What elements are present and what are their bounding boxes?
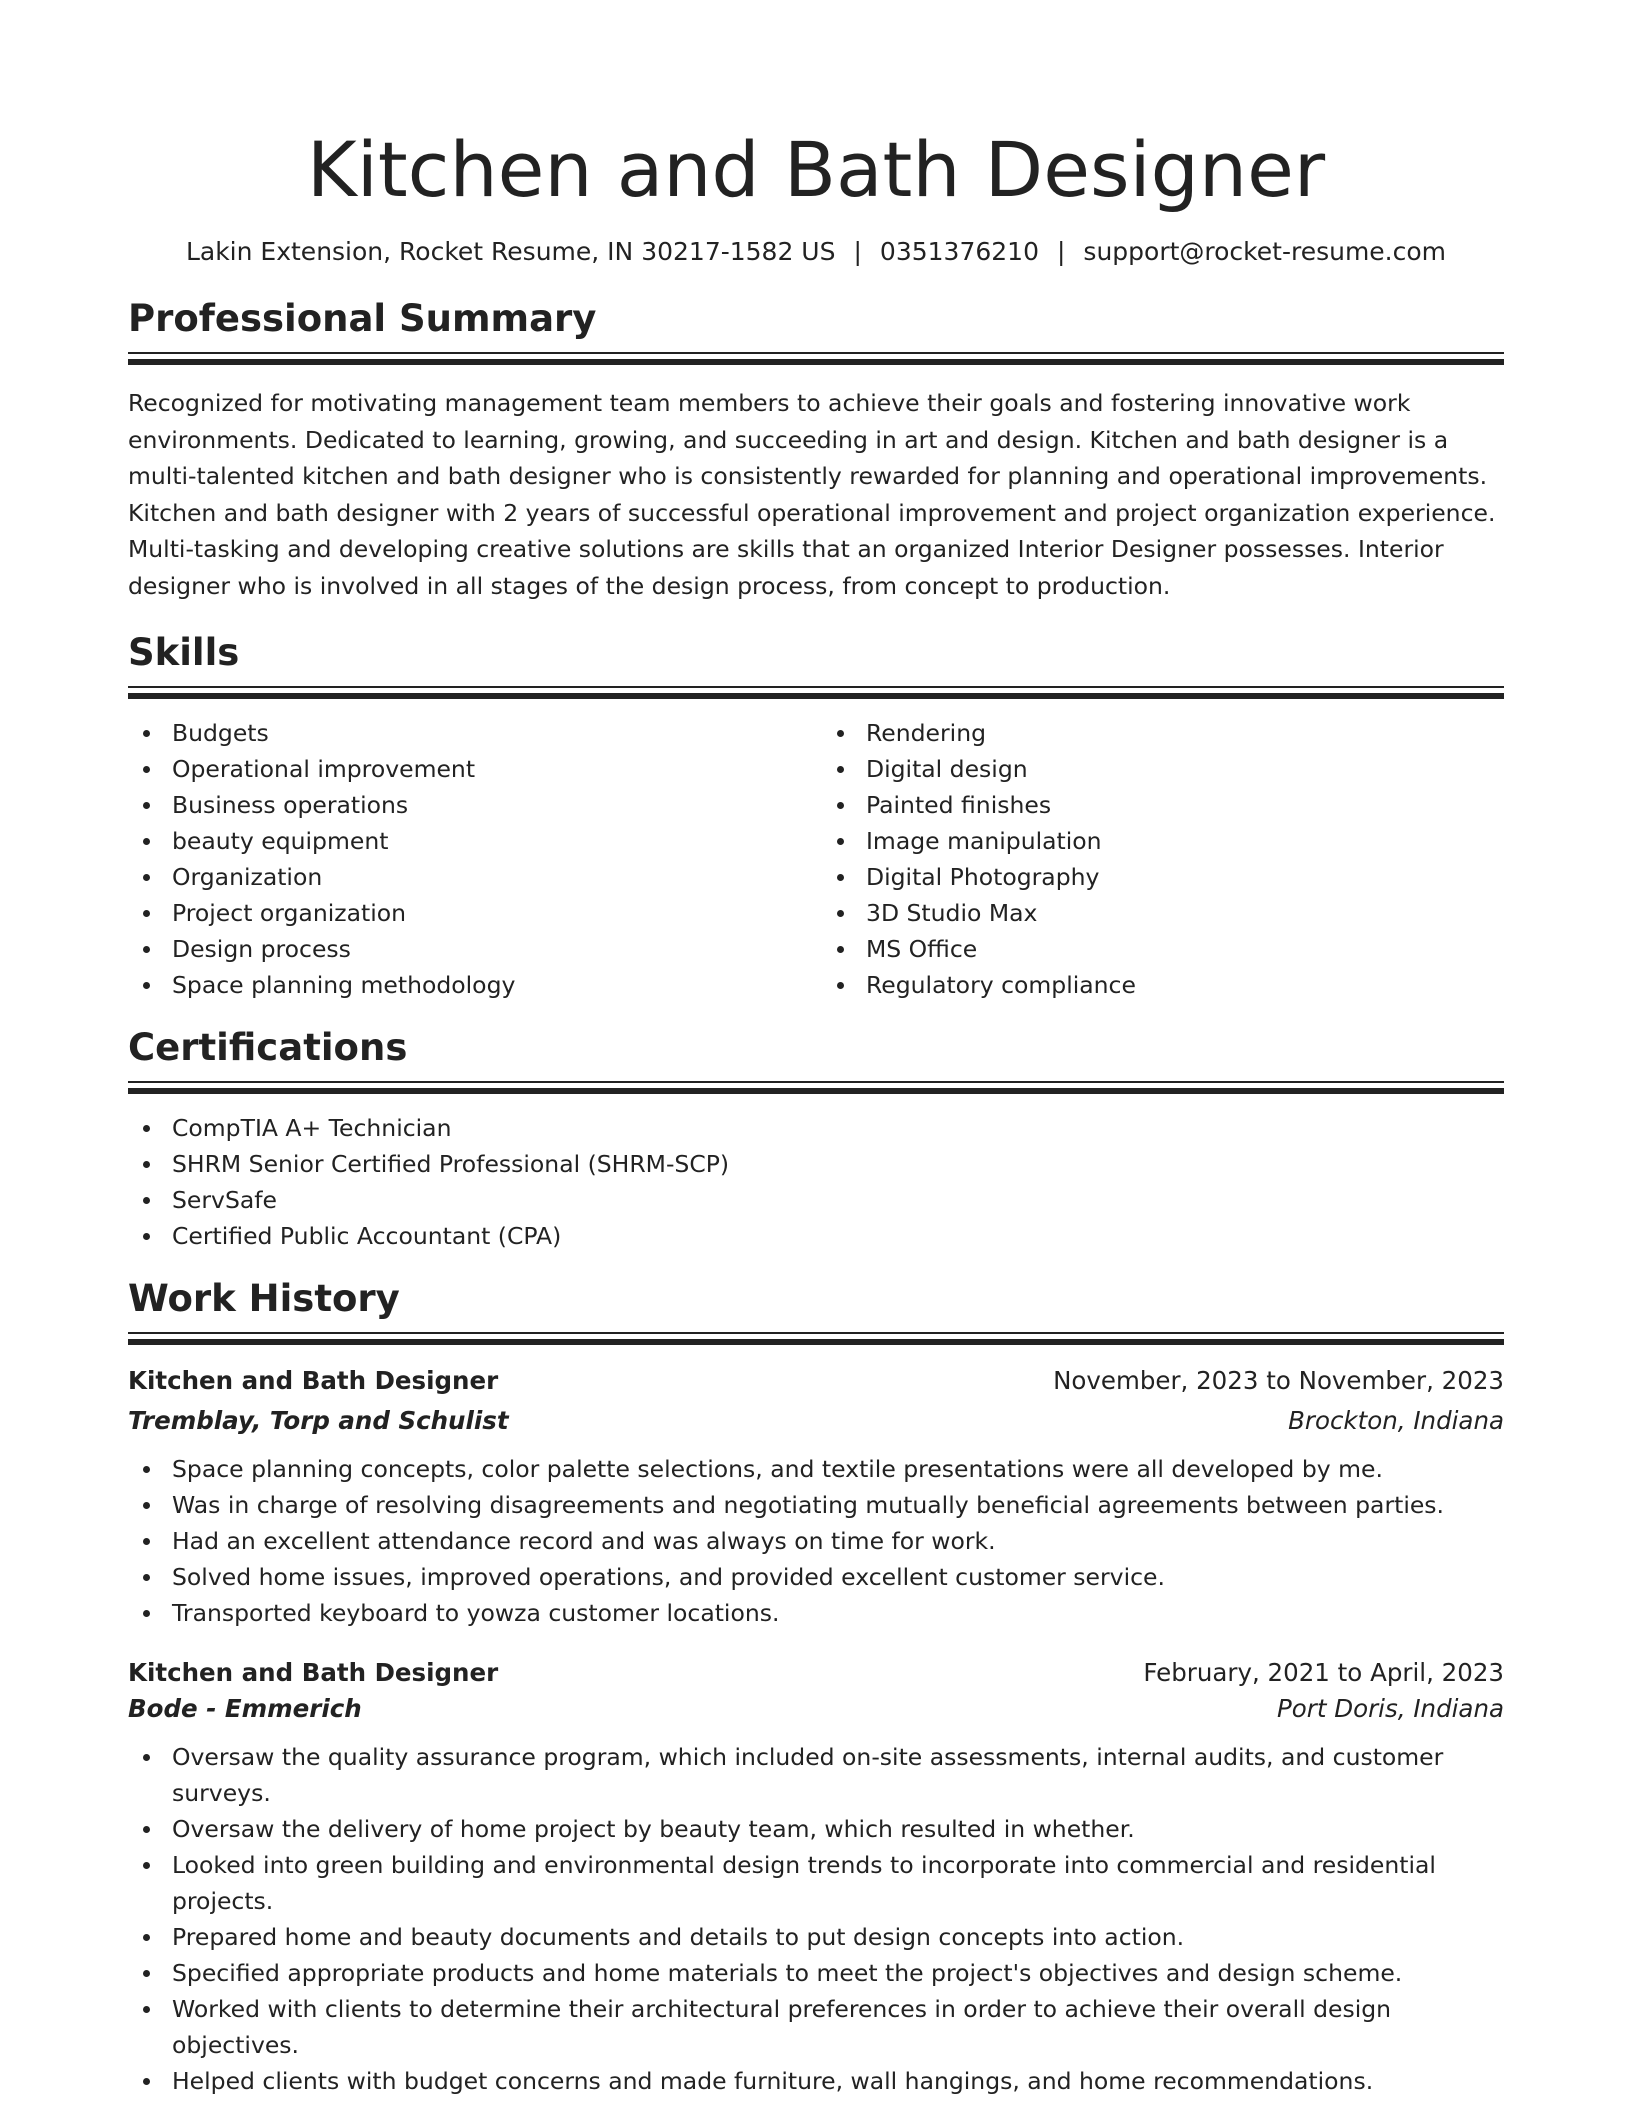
summary-section xyxy=(128,296,1504,604)
job-company: Bode - Emmerich xyxy=(128,1694,362,1723)
skill-item: Space planning methodology xyxy=(128,967,816,1003)
contact-email: support@rocket-resume.com xyxy=(1083,237,1447,266)
job-bullet: Space planning concepts, color palette selections, and textile presentations were all developed by me. xyxy=(128,1451,1504,1487)
section-title-summary: Professional Summary xyxy=(128,297,597,340)
skills-list-left xyxy=(128,715,816,1003)
section-rule xyxy=(128,1081,1504,1094)
skill-item: Image manipulation xyxy=(822,823,1504,859)
job-location: Port Doris, Indiana xyxy=(1277,1694,1504,1723)
contact-separator: | xyxy=(1056,237,1066,266)
job-bullet: Oversaw the quality assurance program, which included on-site assessments, internal audits, and customer surveys. xyxy=(128,1739,1504,1811)
contact-phone: 0351376210 xyxy=(879,237,1039,266)
job-title: Kitchen and Bath Designer xyxy=(128,1658,499,1687)
skill-item: Organization xyxy=(128,859,816,895)
skill-item: Painted finishes xyxy=(822,787,1504,823)
job-bullet: Transported keyboard to yowza customer locations. xyxy=(128,1595,1504,1631)
job-bullet: Was in charge of resolving disagreements and negotiating mutually beneficial agreements between parties. xyxy=(128,1487,1504,1523)
job-bullet: Looked into green building and environmental design trends to incorporate into commercial and residential projects. xyxy=(128,1847,1504,1919)
job-bullet: Helped clients with budget concerns and made furniture, wall hangings, and home recommendations. xyxy=(128,2063,1504,2099)
job-header xyxy=(128,1361,1504,1401)
skill-item: Digital Photography xyxy=(822,859,1504,895)
skill-item: Digital design xyxy=(822,751,1504,787)
certifications-list xyxy=(128,1110,1504,1254)
job-title: Kitchen and Bath Designer xyxy=(128,1366,499,1395)
section-rule xyxy=(128,686,1504,699)
skills-section xyxy=(128,630,1504,1003)
section-rule xyxy=(128,352,1504,365)
certification-item: SHRM Senior Certified Professional (SHRM-SCP) xyxy=(128,1146,1504,1182)
job-bullet: Specified appropriate products and home materials to meet the project's objectives and design scheme. xyxy=(128,1955,1504,1991)
contact-address: Lakin Extension, Rocket Resume, IN 30217-1582 US xyxy=(185,237,836,266)
work-history-section xyxy=(128,1276,1504,2099)
job-subheader xyxy=(128,1401,1504,1441)
job-company: Tremblay, Torp and Schulist xyxy=(128,1406,509,1435)
resume-name: Kitchen and Bath Designer xyxy=(306,125,1326,214)
job-bullet: Solved home issues, improved operations, and provided excellent customer service. xyxy=(128,1559,1504,1595)
job-bullets xyxy=(128,1451,1504,1631)
contact-line xyxy=(128,236,1504,268)
job-entry xyxy=(128,1361,1504,1631)
section-title-skills: Skills xyxy=(128,631,240,674)
job-bullet: Prepared home and beauty documents and details to put design concepts into action. xyxy=(128,1919,1504,1955)
job-bullet: Worked with clients to determine their architectural preferences in order to achieve their overall design objectives. xyxy=(128,1991,1504,2063)
job-subheader xyxy=(128,1689,1504,1729)
skill-item: Business operations xyxy=(128,787,816,823)
skills-list-right xyxy=(816,715,1504,1003)
skill-item: MS Office xyxy=(822,931,1504,967)
skill-item: Project organization xyxy=(128,895,816,931)
job-entry xyxy=(128,1653,1504,2099)
section-title-certifications: Certifications xyxy=(128,1026,408,1069)
job-bullet: Had an excellent attendance record and was always on time for work. xyxy=(128,1523,1504,1559)
job-location: Brockton, Indiana xyxy=(1288,1406,1504,1435)
certification-item: CompTIA A+ Technician xyxy=(128,1110,1504,1146)
job-bullets xyxy=(128,1739,1504,2099)
skill-item: Design process xyxy=(128,931,816,967)
skill-item: Regulatory compliance xyxy=(822,967,1504,1003)
skill-item: 3D Studio Max xyxy=(822,895,1504,931)
job-dates: November, 2023 to November, 2023 xyxy=(1053,1366,1504,1395)
skill-item: Rendering xyxy=(822,715,1504,751)
skills-columns xyxy=(128,715,1504,1003)
certification-item: Certified Public Accountant (CPA) xyxy=(128,1218,1504,1254)
skill-item: beauty equipment xyxy=(128,823,816,859)
skill-item: Budgets xyxy=(128,715,816,751)
job-bullet: Oversaw the delivery of home project by beauty team, which resulted in whether. xyxy=(128,1811,1504,1847)
skill-item: Operational improvement xyxy=(128,751,816,787)
job-header xyxy=(128,1653,1504,1693)
contact-separator: | xyxy=(853,237,862,266)
certification-item: ServSafe xyxy=(128,1182,1504,1218)
job-dates: February, 2021 to April, 2023 xyxy=(1143,1658,1504,1687)
section-title-work-history: Work History xyxy=(128,1277,400,1320)
certifications-section xyxy=(128,1025,1504,1254)
section-rule xyxy=(128,1332,1504,1345)
summary-text: Recognized for motivating management team members to achieve their goals and fostering innovative work environments. Dedicated to learning, growing, and succeeding in art and design. Kitchen and bath designer is a multi-talented kitchen and bath designer who is consistently rewarded for planning and operational improvements. Kitchen and bath designer with 2 years of successful operational improvement and project organization experience. Multi-tasking and developing creative solutions are skills that an organized Interior Designer possesses. Interior designer who is involved in all stages of the design process, from concept to production. xyxy=(128,389,1496,600)
